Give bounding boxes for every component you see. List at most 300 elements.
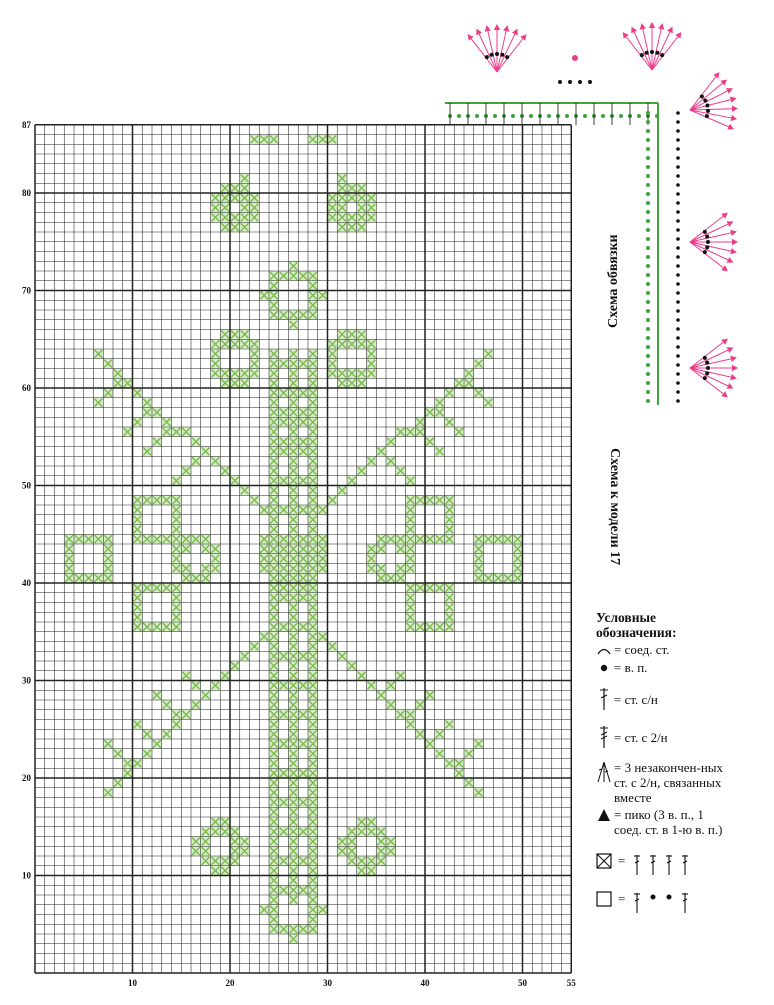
filled-cell	[94, 349, 104, 359]
filled-cell	[289, 690, 299, 700]
filled-cell	[191, 700, 201, 710]
filled-cell	[415, 700, 425, 710]
filled-cell	[308, 895, 318, 905]
filled-cell	[269, 846, 279, 856]
filled-cell	[289, 612, 299, 622]
filled-cell	[357, 222, 367, 232]
filled-cell	[318, 135, 328, 145]
filled-cell	[230, 846, 240, 856]
filled-cell	[162, 700, 172, 710]
filled-cell	[279, 768, 289, 778]
filled-cell	[279, 593, 289, 603]
filled-cell	[406, 476, 416, 486]
filled-cell	[308, 622, 318, 632]
filled-cell	[211, 213, 221, 223]
edging-scheme-title: Схема обвязки	[606, 234, 621, 328]
filled-cell	[376, 534, 386, 544]
filled-cell	[308, 915, 318, 925]
filled-cell	[367, 681, 377, 691]
filled-cell	[123, 427, 133, 437]
filled-cell	[376, 544, 386, 554]
filled-cell	[142, 398, 152, 408]
filled-cell	[103, 788, 113, 798]
filled-cell	[357, 330, 367, 340]
filled-cell	[425, 534, 435, 544]
filled-cell	[298, 593, 308, 603]
filled-cell	[337, 486, 347, 496]
filled-cell	[279, 447, 289, 457]
filled-cell	[172, 505, 182, 515]
edging-stitch-dot	[646, 381, 650, 385]
filled-cell	[289, 505, 299, 515]
filled-cell	[269, 281, 279, 291]
filled-cell	[493, 534, 503, 544]
filled-cell	[279, 651, 289, 661]
filled-cell	[152, 408, 162, 418]
filled-cell	[230, 330, 240, 340]
filled-cell	[337, 213, 347, 223]
filled-cell	[308, 700, 318, 710]
filled-cell	[259, 534, 269, 544]
edging-stitch-dot	[511, 114, 515, 118]
filled-cell	[269, 573, 279, 583]
filled-cell	[308, 837, 318, 847]
filled-cell	[269, 544, 279, 554]
edging-stitch-dot	[457, 114, 461, 118]
filled-cell	[103, 573, 113, 583]
filled-cell	[357, 466, 367, 476]
filled-cell	[94, 398, 104, 408]
x-tick-label: 40	[420, 978, 430, 988]
filled-cell	[172, 476, 182, 486]
filled-cell	[474, 534, 484, 544]
filled-cell	[269, 827, 279, 837]
filled-cell	[201, 573, 211, 583]
filled-cell	[269, 417, 279, 427]
filled-cell	[425, 583, 435, 593]
filled-cell	[337, 837, 347, 847]
filled-cell	[162, 495, 172, 505]
filled-cell	[269, 359, 279, 369]
edging-stitch-dot	[655, 114, 659, 118]
filled-cell	[211, 349, 221, 359]
filled-cell	[298, 310, 308, 320]
filled-cell	[298, 622, 308, 632]
filled-cell	[308, 408, 318, 418]
filled-cell	[308, 798, 318, 808]
filled-cell	[211, 369, 221, 379]
edging-fan	[690, 213, 738, 272]
filled-cell	[279, 827, 289, 837]
filled-cell	[347, 193, 357, 203]
filled-cell	[269, 759, 279, 769]
filled-cell	[308, 720, 318, 730]
filled-cell	[328, 135, 338, 145]
filled-cell	[513, 544, 523, 554]
filled-cell	[367, 554, 377, 564]
filled-cell	[347, 330, 357, 340]
filled-cell	[162, 729, 172, 739]
filled-cell	[103, 554, 113, 564]
filled-cell	[250, 135, 260, 145]
filled-cell	[415, 622, 425, 632]
filled-cell	[259, 544, 269, 554]
edging-stitch-dot	[646, 120, 650, 124]
filled-cell	[172, 544, 182, 554]
filled-cell	[142, 495, 152, 505]
filled-cell	[230, 213, 240, 223]
filled-cell	[133, 505, 143, 515]
filled-cell	[240, 486, 250, 496]
edging-chain-dot	[676, 381, 680, 385]
filled-cell	[513, 573, 523, 583]
filled-cell	[347, 339, 357, 349]
filled-cell	[298, 924, 308, 934]
filled-cell	[308, 534, 318, 544]
filled-cell	[298, 408, 308, 418]
filled-cell	[162, 534, 172, 544]
filled-cell	[298, 564, 308, 574]
filled-cell	[445, 495, 455, 505]
filled-cell	[240, 213, 250, 223]
edging-stitch-dot	[646, 336, 650, 340]
filled-cell	[181, 671, 191, 681]
edging-chain-dot	[676, 372, 680, 376]
filled-cell	[201, 827, 211, 837]
filled-cell	[298, 505, 308, 515]
filled-cell	[172, 710, 182, 720]
filled-cell	[211, 681, 221, 691]
edging-chain-dot	[676, 111, 680, 115]
edging-chain-dot	[676, 318, 680, 322]
filled-cell	[464, 369, 474, 379]
filled-cell	[289, 427, 299, 437]
filled-cell	[308, 349, 318, 359]
filled-cell	[250, 369, 260, 379]
edging-stitch-dot	[646, 318, 650, 322]
filled-cell	[367, 564, 377, 574]
filled-cell	[240, 203, 250, 213]
filled-cell	[172, 564, 182, 574]
filled-cell	[298, 388, 308, 398]
legend-item	[596, 807, 766, 837]
filled-cell	[269, 398, 279, 408]
filled-cell	[396, 427, 406, 437]
x-tick-label: 10	[128, 978, 137, 988]
filled-cell	[220, 193, 230, 203]
filled-cell	[328, 495, 338, 505]
edging-chain-dot	[578, 80, 582, 84]
filled-cell	[513, 564, 523, 574]
filled-cell	[64, 534, 74, 544]
legend-item	[596, 642, 766, 658]
filled-cell	[201, 534, 211, 544]
filled-cell	[406, 583, 416, 593]
filled-cell	[289, 924, 299, 934]
filled-cell	[328, 339, 338, 349]
filled-cell	[318, 505, 328, 515]
filled-cell	[113, 778, 123, 788]
filled-cell	[133, 417, 143, 427]
filled-cell	[308, 271, 318, 281]
filled-cell	[250, 495, 260, 505]
edging-stitch-dot	[583, 114, 587, 118]
filled-cell	[289, 573, 299, 583]
filled-cell	[269, 661, 279, 671]
filled-cell	[454, 768, 464, 778]
filled-cell	[289, 632, 299, 642]
filled-cell	[289, 447, 299, 457]
filled-cell	[172, 427, 182, 437]
filled-cell	[308, 768, 318, 778]
filled-cell	[308, 476, 318, 486]
filled-cell	[318, 544, 328, 554]
filled-cell	[279, 622, 289, 632]
filled-cell	[308, 310, 318, 320]
chain-icon	[596, 660, 612, 676]
filled-cell	[289, 603, 299, 613]
filled-cell	[298, 447, 308, 457]
filled-cell	[298, 651, 308, 661]
filled-cell	[298, 710, 308, 720]
filled-cell	[396, 710, 406, 720]
legend-item	[596, 660, 766, 676]
filled-cell	[103, 564, 113, 574]
filled-cell	[240, 369, 250, 379]
filled-cell	[308, 417, 318, 427]
filled-cell	[269, 427, 279, 437]
filled-cell	[298, 681, 308, 691]
filled-cell	[289, 349, 299, 359]
filled-cell	[425, 437, 435, 447]
edging-stitch-dot	[493, 114, 497, 118]
filled-cell	[269, 895, 279, 905]
filled-cell	[259, 135, 269, 145]
x-tick-label: 30	[323, 978, 332, 988]
edging-chain-dot	[676, 363, 680, 367]
edging-stitch-dot	[619, 114, 623, 118]
filled-cell	[211, 554, 221, 564]
edging-stitch-dot	[646, 291, 650, 295]
filled-cell	[133, 593, 143, 603]
filled-cell	[172, 622, 182, 632]
filled-cell	[269, 876, 279, 886]
edging-chain-dot	[676, 291, 680, 295]
filled-cell	[220, 817, 230, 827]
filled-cell	[279, 359, 289, 369]
edging-stitch-dot	[637, 114, 641, 118]
edging-chain-dot	[676, 327, 680, 331]
filled-cell	[269, 505, 279, 515]
edging-fan	[690, 72, 738, 130]
filled-cell	[474, 544, 484, 554]
filled-cell	[318, 564, 328, 574]
filled-cell	[211, 817, 221, 827]
filled-cell	[269, 466, 279, 476]
treble-crochet-icon	[596, 724, 612, 750]
filled-cell	[269, 349, 279, 359]
filled-cell	[318, 632, 328, 642]
filled-cell	[289, 495, 299, 505]
filled-cell	[396, 671, 406, 681]
filled-cell	[474, 564, 484, 574]
filled-cell	[230, 183, 240, 193]
filled-cell	[103, 388, 113, 398]
filled-cell	[289, 476, 299, 486]
filled-cell	[474, 554, 484, 564]
filled-cell	[337, 193, 347, 203]
filled-cell	[347, 827, 357, 837]
filled-cell	[191, 573, 201, 583]
filled-cell	[474, 388, 484, 398]
filled-cell	[318, 905, 328, 915]
filled-cell	[269, 632, 279, 642]
filled-cell	[308, 759, 318, 769]
filled-cell	[289, 622, 299, 632]
edging-stitch-dot	[646, 129, 650, 133]
filled-cell	[269, 534, 279, 544]
filled-cell	[298, 885, 308, 895]
filled-cell	[279, 271, 289, 281]
filled-cell	[445, 388, 455, 398]
filled-cell	[230, 837, 240, 847]
filled-cell	[269, 612, 279, 622]
filled-cell	[279, 681, 289, 691]
filled-cell	[191, 437, 201, 447]
four-stitches-icon	[629, 853, 699, 877]
edging-chain-dot	[676, 120, 680, 124]
filled-cell	[269, 924, 279, 934]
filled-cell	[289, 749, 299, 759]
filled-cell	[308, 778, 318, 788]
filled-cell	[289, 456, 299, 466]
filled-cell	[133, 720, 143, 730]
filled-cell	[269, 564, 279, 574]
filled-cell	[347, 846, 357, 856]
slip-stitch-icon	[596, 642, 612, 658]
filled-cell	[406, 710, 416, 720]
filled-cell	[84, 534, 94, 544]
filled-cell	[425, 690, 435, 700]
x-tick-label: 20	[225, 978, 235, 988]
filled-cell	[211, 359, 221, 369]
filled-cell	[289, 369, 299, 379]
filled-cell	[445, 525, 455, 535]
filled-cell	[220, 222, 230, 232]
filled-cell	[172, 554, 182, 564]
edging-stitch-dot	[646, 282, 650, 286]
filled-cell	[347, 369, 357, 379]
filled-cell	[308, 690, 318, 700]
edging-chain-dot	[676, 201, 680, 205]
filled-cell	[308, 554, 318, 564]
legend-item	[596, 724, 766, 750]
filled-cell	[113, 378, 123, 388]
equals-sign: =	[618, 891, 626, 906]
filled-cell	[484, 573, 494, 583]
filled-cell	[289, 778, 299, 788]
filled-cell	[357, 817, 367, 827]
filled-cell	[367, 856, 377, 866]
filled-cell	[425, 408, 435, 418]
filled-cell	[152, 583, 162, 593]
filled-cell	[289, 720, 299, 730]
filled-cell	[308, 300, 318, 310]
filled-cell	[503, 534, 513, 544]
filled-cell	[162, 622, 172, 632]
filled-cell	[289, 856, 299, 866]
empty-cell-icon	[596, 891, 612, 907]
filled-cell	[386, 846, 396, 856]
filled-cell	[162, 583, 172, 593]
filled-cell	[298, 544, 308, 554]
filled-cell	[464, 778, 474, 788]
filled-cell	[464, 378, 474, 388]
filled-cell	[240, 339, 250, 349]
filled-cell	[240, 330, 250, 340]
filled-cell	[308, 846, 318, 856]
filled-cell	[347, 213, 357, 223]
filled-cell	[133, 515, 143, 525]
filled-cell	[367, 349, 377, 359]
filled-cell	[337, 339, 347, 349]
filled-cell	[308, 359, 318, 369]
filled-cell	[181, 427, 191, 437]
filled-cell	[308, 486, 318, 496]
filled-cell	[133, 583, 143, 593]
x-tick-label: 50	[518, 978, 527, 988]
filled-cell	[269, 300, 279, 310]
filled-cell	[64, 573, 74, 583]
filled-cell	[289, 466, 299, 476]
filled-cell	[289, 417, 299, 427]
filled-cell	[279, 388, 289, 398]
edging-stitch-dot	[646, 192, 650, 196]
filled-cell	[269, 739, 279, 749]
filled-cell	[201, 564, 211, 574]
filled-cell	[133, 388, 143, 398]
filled-cell	[308, 378, 318, 388]
filled-cell	[172, 612, 182, 622]
filled-cell	[445, 603, 455, 613]
edging-stitch-dot	[646, 363, 650, 367]
filled-cell	[406, 593, 416, 603]
filled-cell	[74, 573, 84, 583]
filled-cell	[367, 456, 377, 466]
filled-cell	[289, 437, 299, 447]
filled-cell	[279, 437, 289, 447]
filled-cell	[123, 768, 133, 778]
filled-cell	[269, 778, 279, 788]
filled-cell	[328, 642, 338, 652]
filled-cell	[308, 593, 318, 603]
filled-cell	[250, 349, 260, 359]
legend-title-line1: Условные	[596, 610, 657, 625]
filled-cell	[201, 846, 211, 856]
filled-cell	[172, 495, 182, 505]
filled-cell	[289, 681, 299, 691]
filled-cell	[279, 544, 289, 554]
filled-cell	[269, 807, 279, 817]
y-tick-label: 30	[22, 675, 31, 686]
filled-cell	[376, 856, 386, 866]
filled-cell	[191, 846, 201, 856]
filled-cell	[94, 534, 104, 544]
filled-cell	[64, 564, 74, 574]
filled-cell	[367, 866, 377, 876]
y-tick-label: 80	[22, 188, 31, 198]
filled-cell	[220, 671, 230, 681]
